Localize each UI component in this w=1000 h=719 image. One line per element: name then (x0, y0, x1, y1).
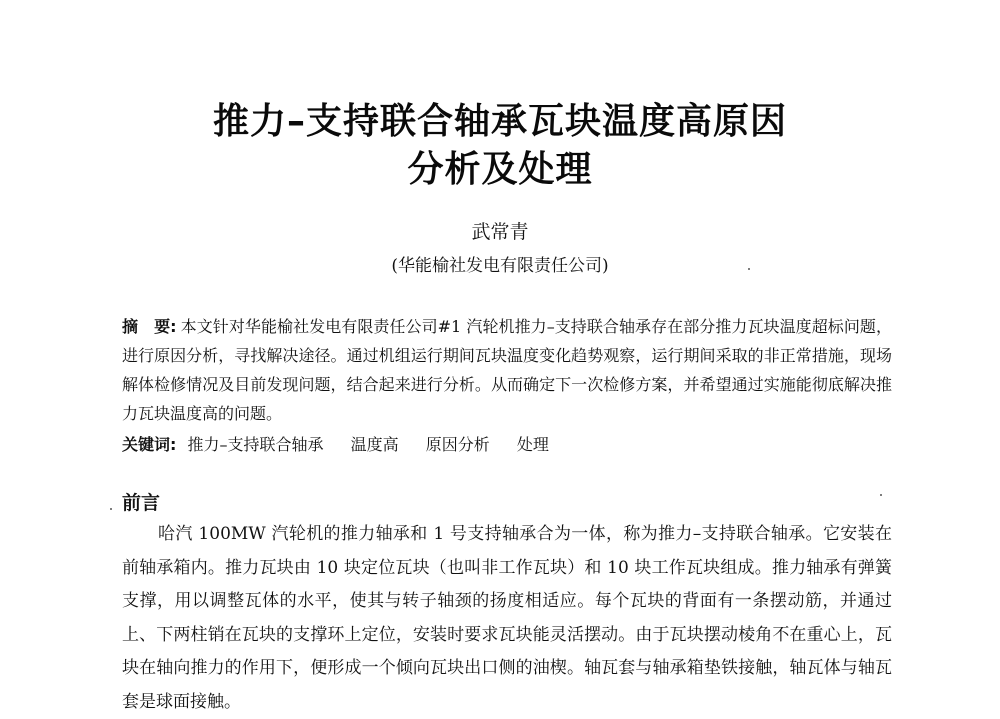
keyword-item: 温度高 (350, 435, 399, 454)
abstract-label: 摘 要: (122, 317, 177, 336)
paper-title-line-1: 推力–支持联合轴承瓦块温度高原因 (212, 101, 787, 142)
keywords (122, 432, 892, 458)
paper-title-line-2: 分析及处理 (407, 149, 593, 190)
scan-speck (880, 494, 882, 496)
keyword-item: 原因分析 (425, 435, 490, 454)
keywords-label: 关键词: (122, 435, 177, 454)
keyword-item: 处理 (516, 435, 549, 454)
abstract-text: 本文针对华能榆社发电有限责任公司#1 汽轮机推力–支持联合轴承存在部分推力瓦块温度超标问题，进行原因分析，寻找解决途径。通过机组运行期间瓦块温度变化趋势观察，运行期间采取的非正常措施，现场解体检修情况及目前发现问题，结合起来进行分析。从而确定下一次检修方案，并希望通过实施能彻底解决推力瓦块温度高的问题。 (122, 317, 892, 423)
author-name: 武常青 (471, 221, 529, 243)
section-heading: 前言 (122, 492, 161, 514)
author-affiliation: (华能榆社发电有限责任公司) (391, 256, 609, 276)
abstract (122, 312, 892, 428)
section-paragraph: 哈汽 100MW 汽轮机的推力轴承和 1 号支持轴承合为一体，称为推力–支持联合轴承。它安装在前轴承箱内。推力瓦块由 10 块定位瓦块（也叫非工作瓦块）和 10 块工作瓦块组成。推力轴承有弹簧支撑，用以调整瓦体的水平，使其与转子轴颈的扬度相适应。每个瓦块的背面有一条摆动筋，并通过上、下两柱销在瓦块的支撑环上定位，安装时要求瓦块能灵活摆动。由于瓦块摆动棱角不在重心上，瓦块在轴向推力的作用下，便形成一个倾向瓦块出口侧的油楔。轴瓦套与轴承箱垫铁接触，轴瓦体与轴瓦套是球面接触。 (122, 524, 892, 712)
scan-speck (748, 268, 750, 270)
scan-speck (110, 508, 112, 510)
keyword-item: 推力–支持联合轴承 (187, 435, 324, 454)
